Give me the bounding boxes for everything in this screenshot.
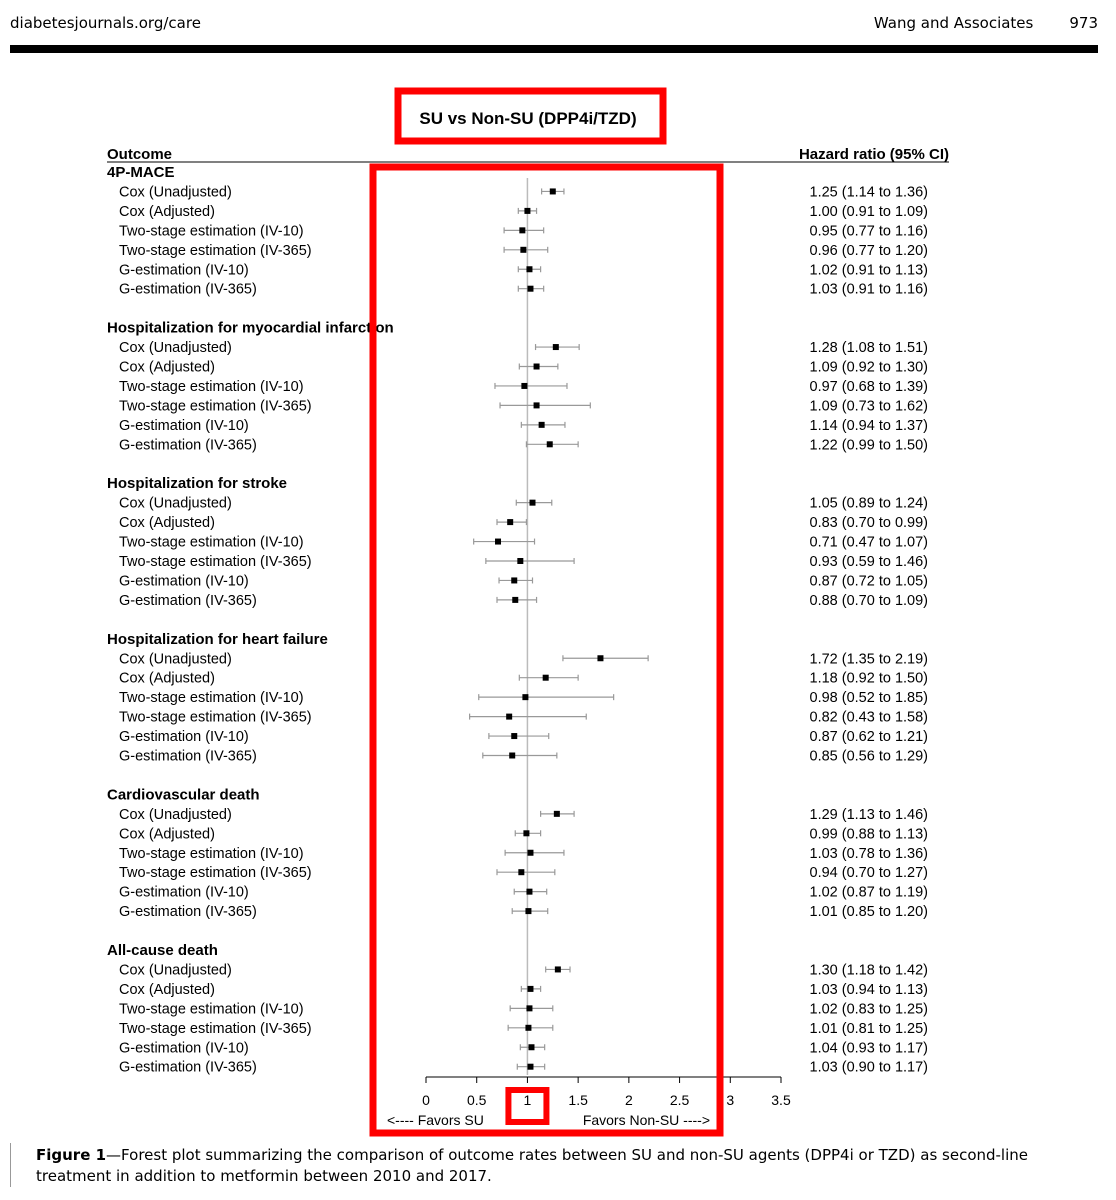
hr-value-label: 0.97 (0.68 to 1.39) [809,378,928,395]
method-label: Cox (Adjusted) [119,826,215,843]
method-label: G-estimation (IV-10) [119,884,249,901]
outcome-label: 4P-MACE [107,164,175,181]
hr-value-label: 0.71 (0.47 to 1.07) [809,534,928,551]
method-label: Two-stage estimation (IV-10) [119,690,304,707]
point-estimate [526,266,532,272]
point-estimate [534,402,540,408]
outcome-label: Hospitalization for myocardial infarction [107,319,394,337]
point-estimate [518,869,524,875]
chart-title: SU vs Non-SU (DPP4i/TZD) [419,109,637,128]
method-label: Cox (Adjusted) [119,359,215,376]
method-label: Two-stage estimation (IV-365) [119,709,312,726]
hr-value-label: 1.02 (0.91 to 1.13) [809,262,928,279]
outcome-label: Hospitalization for heart failure [107,630,328,648]
method-label: Two-stage estimation (IV-365) [119,865,312,882]
hr-value-label: 1.09 (0.92 to 1.30) [809,359,928,376]
point-estimate [506,714,512,720]
method-label: Cox (Unadjusted) [119,806,232,823]
x-tick-label: 2.5 [669,1092,690,1108]
method-label: G-estimation (IV-365) [119,748,257,765]
x-tick-label: 0 [422,1092,430,1108]
favors-non-su-label: Favors Non-SU ----> [582,1112,710,1128]
hr-value-label: 1.01 (0.85 to 1.20) [809,904,928,921]
method-label: Cox (Unadjusted) [119,651,232,668]
point-estimate [517,558,523,564]
hr-value-label: 0.99 (0.88 to 1.13) [809,826,928,843]
point-estimate [511,733,517,739]
method-label: Two-stage estimation (IV-365) [119,554,312,570]
method-label: Two-stage estimation (IV-10) [119,845,304,862]
hr-value-label: 1.04 (0.93 to 1.17) [809,1040,928,1057]
point-estimate [539,422,545,428]
point-estimate [528,1044,534,1050]
method-label: Cox (Unadjusted) [119,962,232,979]
hr-value-label: 0.93 (0.59 to 1.46) [809,554,928,570]
method-label: G-estimation (IV-10) [119,417,249,434]
outcome-header: Outcome [107,146,173,163]
point-estimate [512,597,518,603]
point-estimate [525,908,531,914]
hr-value-label: 1.03 (0.91 to 1.16) [809,281,928,298]
hr-value-label: 1.22 (0.99 to 1.50) [809,437,928,454]
outcome-label: Hospitalization for stroke [107,475,288,493]
point-estimate [519,227,525,233]
point-estimate [511,577,517,583]
method-label: Cox (Unadjusted) [119,495,232,512]
x-tick-label: 0.5 [466,1092,487,1108]
method-label: G-estimation (IV-365) [119,437,257,454]
running-authors: Wang and Associates [873,14,1034,32]
point-estimate [527,850,533,856]
method-label: G-estimation (IV-365) [119,904,257,921]
hr-value-label: 1.03 (0.94 to 1.13) [809,981,928,998]
method-label: Two-stage estimation (IV-10) [119,223,304,240]
x-tick-label: 3 [726,1092,735,1108]
method-label: Two-stage estimation (IV-10) [119,378,304,395]
point-estimate [530,500,536,506]
caption-text: —Forest plot summarizing the comparison of outcome rates between SU and non-SU agents (DPP4i or TZD) as second-line treatment in addition to metformin between 2010 and 2017. [36,1146,1029,1185]
hr-value-label: 1.05 (0.89 to 1.24) [809,495,928,512]
point-estimate [527,986,533,992]
hr-value-label: 0.82 (0.43 to 1.58) [809,709,928,726]
hr-value-label: 0.87 (0.72 to 1.05) [809,573,928,590]
hr-value-label: 1.28 (1.08 to 1.51) [809,340,928,357]
hr-value-label: 1.18 (0.92 to 1.50) [809,670,928,687]
method-label: G-estimation (IV-10) [119,1040,249,1057]
point-estimate [527,286,533,292]
point-estimate [507,519,513,525]
point-estimate [553,344,559,350]
method-label: Cox (Unadjusted) [119,184,232,201]
hr-value-label: 0.96 (0.77 to 1.20) [809,242,928,259]
method-label: Two-stage estimation (IV-365) [119,1020,312,1037]
method-label: G-estimation (IV-365) [119,592,257,609]
point-estimate [597,655,603,661]
point-estimate [521,383,527,389]
point-estimate [522,694,528,700]
hr-value-label: 1.02 (0.87 to 1.19) [809,884,928,901]
method-label: Cox (Adjusted) [119,981,215,998]
hr-value-label: 0.94 (0.70 to 1.27) [809,865,928,882]
method-label: Cox (Adjusted) [119,670,215,687]
hr-value-label: 1.29 (1.13 to 1.46) [809,806,928,823]
hr-value-label: 0.95 (0.77 to 1.16) [809,223,928,240]
method-label: G-estimation (IV-365) [119,281,257,298]
figure-label: Figure 1 [36,1146,107,1164]
caption-bar [10,1143,11,1187]
plot-highlight-box [373,167,720,1133]
method-label: G-estimation (IV-10) [119,729,249,746]
method-label: G-estimation (IV-365) [119,1059,257,1076]
method-label: G-estimation (IV-10) [119,262,249,279]
point-estimate [524,208,530,214]
x-tick-label: 3.5 [771,1092,791,1108]
method-label: Two-stage estimation (IV-365) [119,398,312,415]
point-estimate [534,364,540,370]
hr-value-label: 1.14 (0.94 to 1.37) [809,417,928,434]
hr-value-label: 1.25 (1.14 to 1.36) [809,184,928,201]
hr-value-label: 1.00 (0.91 to 1.09) [809,203,928,220]
hr-header: Hazard ratio (95% CI) [798,146,949,163]
point-estimate [495,539,501,545]
hr-value-label: 1.30 (1.18 to 1.42) [809,962,928,979]
point-estimate [526,1005,532,1011]
method-label: Two-stage estimation (IV-10) [119,534,304,551]
x-tick-label: 1.5 [568,1092,588,1108]
method-label: Cox (Adjusted) [119,515,215,532]
hr-value-label: 1.02 (0.83 to 1.25) [809,1001,928,1018]
journal-url[interactable]: diabetesjournals.org/care [10,14,201,32]
hr-value-label: 0.87 (0.62 to 1.21) [809,729,928,746]
point-estimate [547,441,553,447]
hr-value-label: 0.98 (0.52 to 1.85) [809,690,928,707]
method-label: Two-stage estimation (IV-10) [119,1001,304,1018]
point-estimate [550,188,556,194]
hr-value-label: 1.03 (0.90 to 1.17) [809,1059,928,1076]
method-label: G-estimation (IV-10) [119,573,249,590]
outcome-label: Cardiovascular death [107,786,260,804]
point-estimate [509,753,515,759]
hr-value-label: 0.83 (0.70 to 0.99) [809,515,928,532]
x-tick-label: 2 [624,1092,633,1108]
hr-value-label: 1.03 (0.78 to 1.36) [809,845,928,862]
favors-su-label: <---- Favors SU [387,1112,484,1128]
hr-value-label: 1.09 (0.73 to 1.62) [809,398,928,415]
point-estimate [520,247,526,253]
page-number: 973 [1069,14,1098,32]
point-estimate [543,675,549,681]
figure-caption [36,1145,1056,1187]
x-tick-label: 1 [523,1092,532,1108]
method-label: Cox (Adjusted) [119,203,215,220]
method-label: Cox (Unadjusted) [119,340,232,357]
point-estimate [555,966,561,972]
hr-value-label: 0.88 (0.70 to 1.09) [809,592,928,609]
hr-value-label: 0.85 (0.56 to 1.29) [809,748,928,765]
point-estimate [554,811,560,817]
outcome-label: All-cause death [107,942,218,959]
point-estimate [526,889,532,895]
method-label: Two-stage estimation (IV-365) [119,242,312,259]
hr-value-label: 1.72 (1.35 to 2.19) [809,651,928,668]
hr-value-label: 1.01 (0.81 to 1.25) [809,1020,928,1037]
point-estimate [525,1025,531,1031]
point-estimate [523,830,529,836]
point-estimate [527,1064,533,1070]
